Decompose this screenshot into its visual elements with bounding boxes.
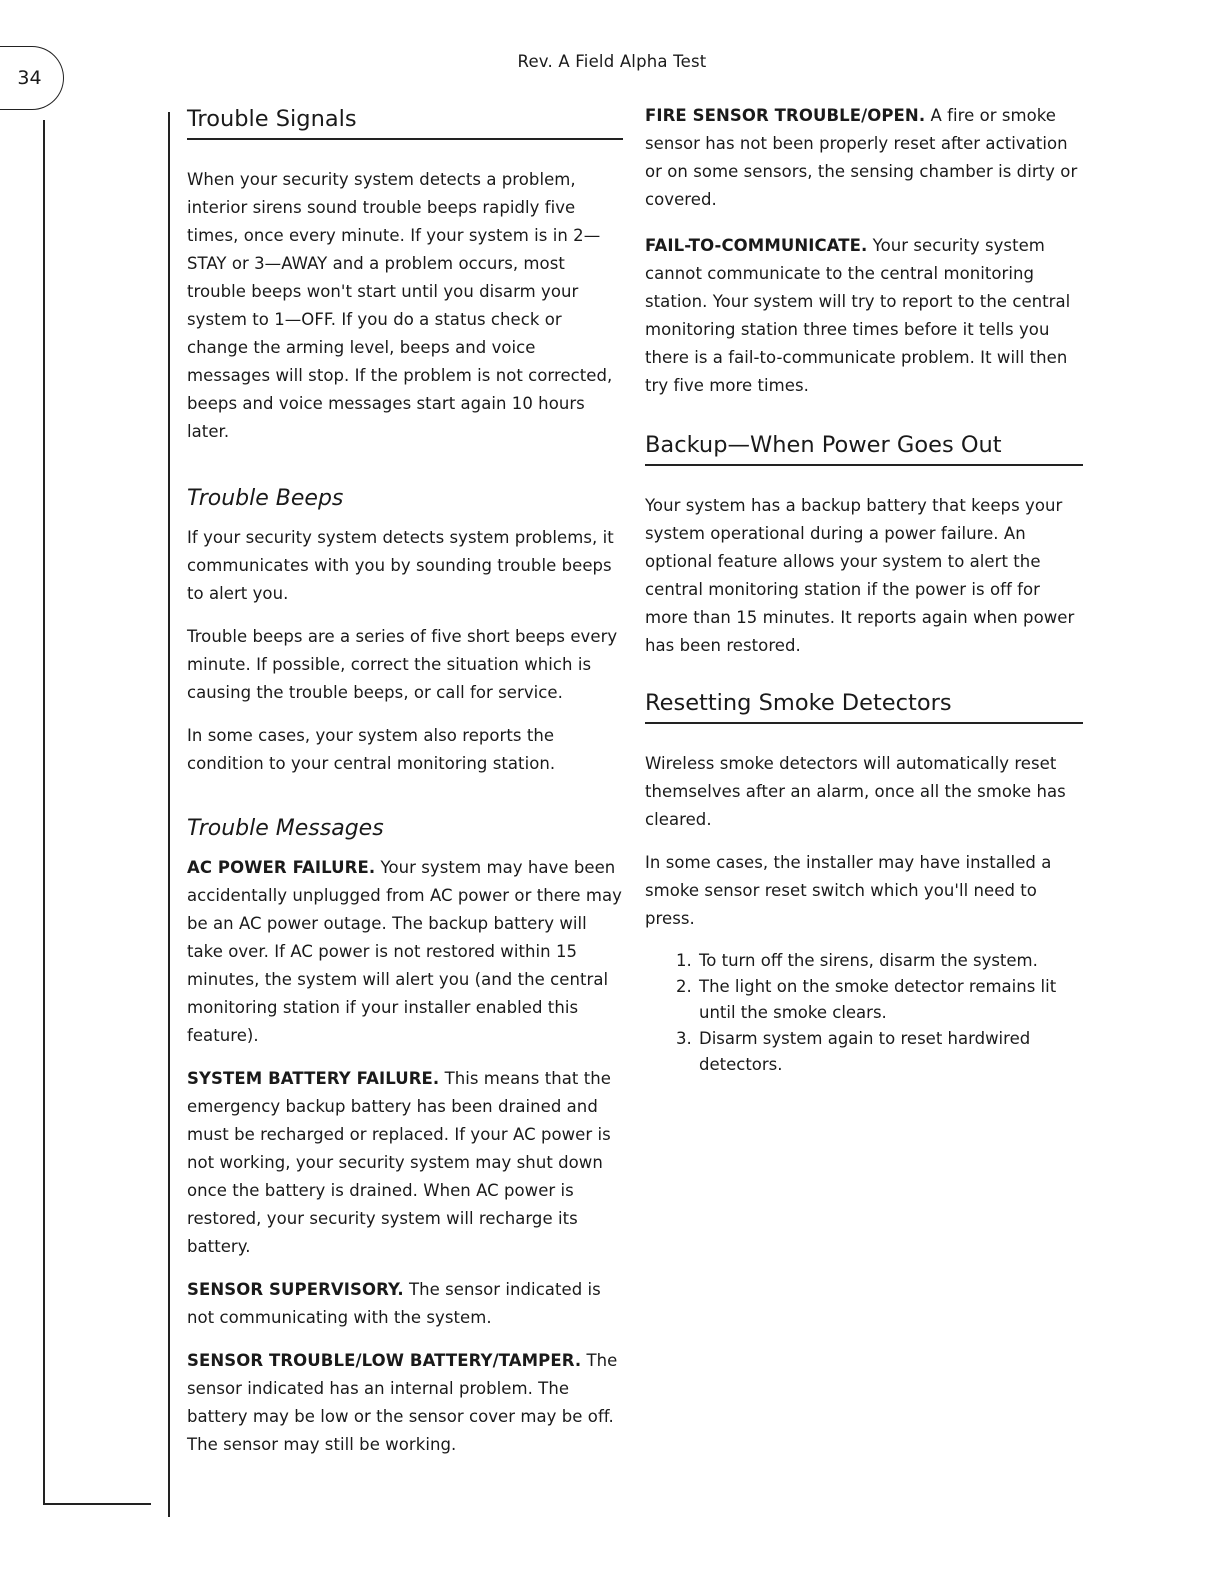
term-label: FIRE SENSOR TROUBLE/OPEN.	[645, 106, 926, 125]
term-label: SENSOR TROUBLE/LOW BATTERY/TAMPER.	[187, 1351, 582, 1370]
column-rule	[168, 112, 170, 1517]
term-text: The sensor indicated is not communicating with the system.	[187, 1280, 601, 1327]
resetting-p2: In some cases, the installer may have installed a smoke sensor reset switch which you'll need to press.	[645, 853, 1052, 928]
section-title-backup: Backup—When Power Goes Out	[645, 432, 1002, 458]
term-label: SENSOR SUPERVISORY.	[187, 1280, 404, 1299]
term-text: A fire or smoke sensor has not been properly reset after activation or on some sensors, the sensing chamber is dirty or covered.	[645, 106, 1078, 209]
right-column	[645, 102, 1083, 1078]
left-column	[187, 102, 623, 1474]
term-label: SYSTEM BATTERY FAILURE.	[187, 1069, 440, 1088]
reset-step: 3. Disarm system again to reset hardwired detectors.	[697, 1026, 1083, 1078]
message-fire-sensor-trouble	[645, 102, 1083, 214]
section-underline	[645, 722, 1083, 724]
term-text: Your security system cannot communicate to the central monitoring station. Your system will try to report to the central monitoring station three times before it tells you there is a fail-to-communicate problem. It will then try five more times.	[645, 236, 1071, 395]
section-title-resetting-smoke-detectors: Resetting Smoke Detectors	[645, 690, 952, 716]
message-system-battery-failure	[187, 1065, 623, 1261]
section-title-trouble-signals: Trouble Signals	[187, 106, 357, 132]
subsection-title-trouble-messages: Trouble Messages	[187, 816, 384, 841]
section-underline	[645, 464, 1083, 466]
backup-body: Your system has a backup battery that keeps your system operational during a power failure. An optional feature allows your system to alert the central monitoring station if the power is off for more than 15 minutes. It reports again when power has been restored.	[645, 496, 1075, 655]
subsection-title-trouble-beeps: Trouble Beeps	[187, 486, 344, 511]
resetting-p1: Wireless smoke detectors will automatically reset themselves after an alarm, once all the smoke has cleared.	[645, 754, 1066, 829]
message-sensor-supervisory	[187, 1276, 623, 1332]
message-sensor-trouble	[187, 1347, 623, 1459]
margin-rule	[43, 120, 45, 1505]
trouble-beeps-p3: In some cases, your system also reports the condition to your central monitoring station.	[187, 726, 556, 773]
term-text: The sensor indicated has an internal problem. The battery may be low or the sensor cover may be off. The sensor may still be working.	[187, 1351, 618, 1454]
trouble-beeps-p2: Trouble beeps are a series of five short beeps every minute. If possible, correct the situation which is causing the trouble beeps, or call for service.	[187, 627, 618, 702]
term-label: AC POWER FAILURE.	[187, 858, 376, 877]
message-ac-power-failure	[187, 854, 623, 1050]
page-number: 34	[0, 46, 64, 110]
running-header: Rev. A Field Alpha Test	[517, 52, 707, 71]
term-text: Your system may have been accidentally unplugged from AC power or there may be an AC power outage. The backup battery will take over. If AC power is not restored within 15 minutes, the system will alert you (and the central monitoring station if your installer enabled this feature).	[187, 858, 622, 1045]
reset-step: 2. The light on the smoke detector remains lit until the smoke clears.	[697, 974, 1083, 1026]
reset-steps-list	[645, 948, 1083, 1078]
section-underline	[187, 138, 623, 140]
trouble-signals-body: When your security system detects a problem, interior sirens sound trouble beeps rapidly five times, once every minute. If your system is in 2—STAY or 3—AWAY and a problem occurs, most trouble beeps won't start until you disarm your system to 1—OFF. If you do a status check or change the arming level, beeps and voice messages will stop. If the problem is not corrected, beeps and voice messages start again 10 hours later.	[187, 170, 613, 441]
term-label: FAIL-TO-COMMUNICATE.	[645, 236, 868, 255]
term-text: This means that the emergency backup battery has been drained and must be recharged or replaced. If your AC power is not working, your security system may shut down once the battery is drained. When AC power is restored, your security system will recharge its battery.	[187, 1069, 611, 1256]
trouble-beeps-p1: If your security system detects system problems, it communicates with you by sounding trouble beeps to alert you.	[187, 528, 614, 603]
message-fail-to-communicate	[645, 232, 1083, 400]
bottom-rule	[43, 1503, 151, 1505]
reset-step: 1. To turn off the sirens, disarm the system.	[697, 948, 1083, 974]
